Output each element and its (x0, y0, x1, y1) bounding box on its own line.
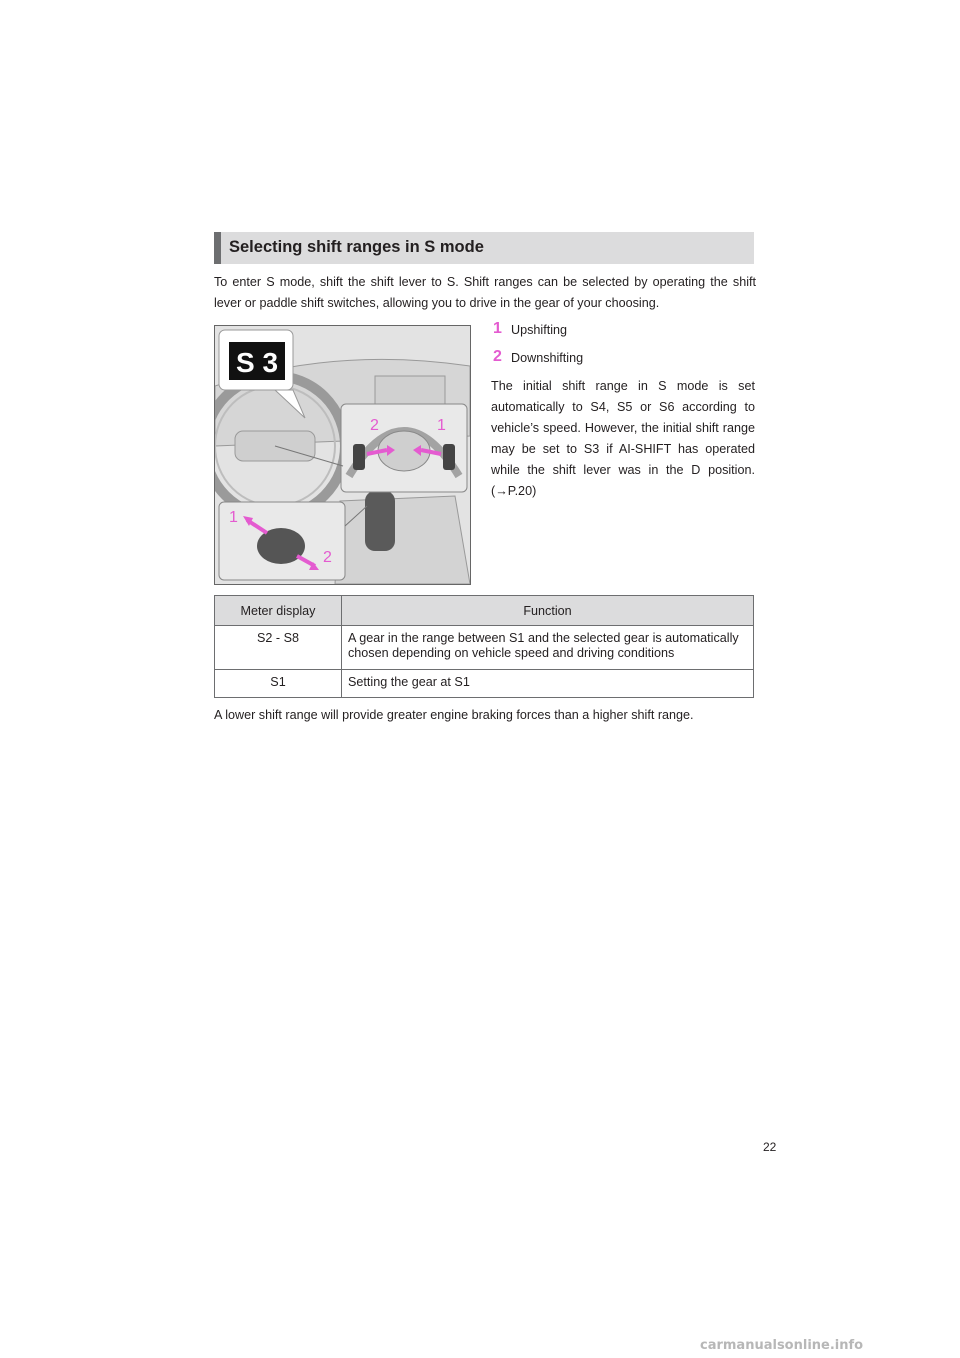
table-header-meter-display: Meter display (215, 596, 342, 626)
legend-label: Upshifting (511, 323, 568, 337)
intro-paragraph: To enter S mode, shift the shift lever to S. Shift ranges can be selected by operating the shift lever or paddle shift switches, allowing you to drive in the gear of your choosing. (214, 275, 756, 310)
page-reference-link[interactable]: (→P.20) (491, 484, 537, 498)
meter-display-text: S 3 (235, 347, 279, 378)
legend-number: 2 (493, 348, 502, 365)
section-header (214, 232, 754, 264)
section-title: Selecting shift ranges in S mode (229, 238, 484, 256)
legend-number: 1 (493, 320, 502, 337)
callout-2-bottom: 2 (323, 549, 332, 566)
shift-figure (214, 325, 471, 585)
callout-1-bottom: 1 (229, 509, 238, 526)
table-cell-meter: S1 (215, 670, 342, 698)
callout-legend (491, 320, 755, 376)
description-paragraph (491, 376, 755, 502)
watermark: carmanualsonline.info (700, 1338, 864, 1353)
function-table (214, 595, 754, 698)
description-text: The initial shift range in S mode is set automatically to S4, S5 or S6 according to vehicle’s speed. However, the initial shift range may be set to S3 if AI-SHIFT has operated while the shift lever was in the D position. (491, 379, 755, 477)
table-row (215, 670, 754, 698)
legend-label: Downshifting (511, 351, 584, 365)
callout-2-top: 2 (370, 417, 379, 434)
table-cell-function: Setting the gear at S1 (342, 670, 754, 698)
note-paragraph: A lower shift range will provide greater engine braking forces than a higher shift range. (214, 708, 694, 722)
table-cell-function: A gear in the range between S1 and the selected gear is automatically chosen depending on vehicle speed and driving conditions (342, 626, 754, 670)
legend-item-downshifting (491, 348, 755, 376)
shift-illustration (215, 326, 470, 584)
table-row (215, 626, 754, 670)
page-number: 22 (763, 1140, 777, 1154)
legend-item-upshifting (491, 320, 755, 348)
table-header-function: Function (342, 596, 754, 626)
table-cell-meter: S2 - S8 (215, 626, 342, 670)
callout-1-top: 1 (437, 417, 446, 434)
